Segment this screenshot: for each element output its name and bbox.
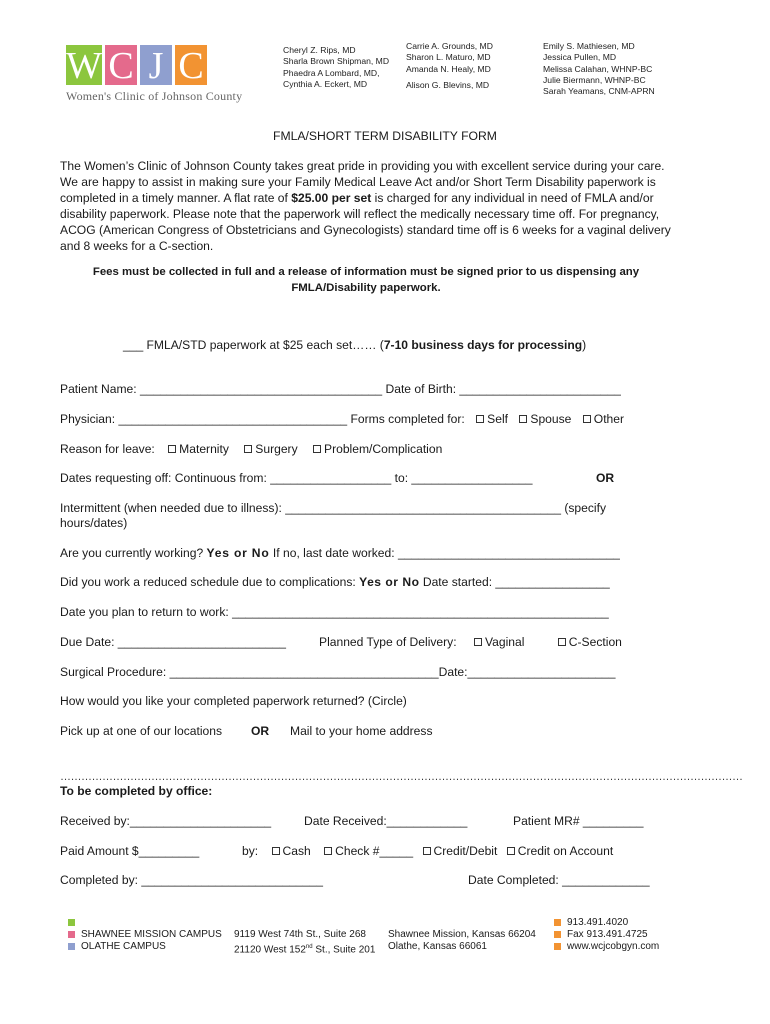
footer-addresses: 9119 West 74th St., Suite 268 21120 West 152nd St., Suite 201 bbox=[234, 929, 376, 956]
footer-campuses: SHAWNEE MISSION CAMPUS OLATHE CAMPUS bbox=[68, 917, 222, 953]
website-link: www.wcjcobgyn.com bbox=[567, 941, 660, 952]
logo-letter-c2: C bbox=[175, 45, 207, 85]
pink-square-icon bbox=[68, 931, 75, 938]
or-label: OR bbox=[596, 471, 615, 485]
forms-for-self[interactable]: Self bbox=[476, 412, 508, 426]
forms-for-spouse[interactable]: Spouse bbox=[519, 412, 571, 426]
delivery-vaginal[interactable]: Vaginal bbox=[474, 635, 524, 649]
reason-for-leave: Reason for leave: Maternity Surgery Problem/Complication bbox=[60, 442, 443, 456]
fee-notice: Fees must be collected in full and a release of information must be signed prior to us dispensing any FMLA/Disability paperwork. bbox=[92, 266, 640, 294]
delivery-type: Planned Type of Delivery: Vaginal C-Section bbox=[319, 635, 622, 649]
checkbox-icon[interactable] bbox=[583, 415, 591, 423]
return-date-field[interactable]: Date you plan to return to work: ________________________________________________________ bbox=[60, 605, 609, 619]
checkbox-icon[interactable] bbox=[313, 445, 321, 453]
or-label-2: OR bbox=[251, 724, 270, 738]
patient-mr-field[interactable]: Patient MR# _________ bbox=[513, 814, 644, 828]
orange-square-icon bbox=[554, 943, 561, 950]
checkbox-icon[interactable] bbox=[476, 415, 484, 423]
checkbox-icon[interactable] bbox=[558, 638, 566, 646]
reduced-schedule-question[interactable]: Did you work a reduced schedule due to complications: Yes or No Date started: _________________ bbox=[60, 575, 610, 589]
checkbox-icon[interactable] bbox=[507, 847, 515, 855]
clinic-logo bbox=[66, 45, 242, 104]
reason-surgery[interactable]: Surgery bbox=[244, 442, 297, 456]
flat-rate: $25.00 per set bbox=[291, 191, 372, 205]
surgical-procedure-field[interactable]: Surgical Procedure: ________________________________________Date:______________________ bbox=[60, 665, 616, 679]
logo-letter-j: J bbox=[140, 45, 172, 85]
logo-subtitle: Women's Clinic of Johnson County bbox=[66, 89, 243, 103]
physician-field[interactable]: Physician: __________________________________ Forms completed for: Self Spouse Other bbox=[60, 412, 625, 426]
date-completed-field[interactable]: Date Completed: _____________ bbox=[468, 873, 650, 887]
reason-problem[interactable]: Problem/Complication bbox=[313, 442, 442, 456]
reason-maternity[interactable]: Maternity bbox=[168, 442, 229, 456]
intro-paragraph: The Women’s Clinic of Johnson County takes great pride in providing you with excellent service during your care. We are happy to assist in making sure your Family Medical Leave Act and/or Short Term Disability paperwork is completed in a timely manner. A flat rate of $25.00 per set is charged for any individual in need of FMLA and/or disability paperwork. Please note that the paperwork will reflect the medically necessary time off. For pregnancy, ACOG (American Congress of Obstetricians and Gynecologists) standard time off is 6 weeks for a vaginal delivery and 8 weeks for a C-section. bbox=[60, 159, 671, 253]
divider: …………………………………………………………………………………………………………………………………………………………………………… bbox=[60, 771, 743, 783]
pay-credit-account[interactable]: Credit on Account bbox=[507, 844, 613, 858]
logo-letter-w: W bbox=[66, 45, 102, 87]
due-date-field[interactable]: Due Date: _________________________ bbox=[60, 635, 286, 649]
phone: 913.491.4020 bbox=[567, 917, 629, 928]
pay-credit-debit[interactable]: Credit/Debit bbox=[423, 844, 498, 858]
fee-line[interactable]: ___ FMLA/STD paperwork at $25 each set…… (7-10 business days for processing) bbox=[123, 338, 587, 352]
pay-check[interactable]: Check #_____ bbox=[324, 844, 413, 858]
form-title: FMLA/SHORT TERM DISABILITY FORM bbox=[273, 129, 497, 143]
working-question[interactable]: Are you currently working? Yes or No If no, last date worked: _________________________________ bbox=[60, 546, 620, 560]
dates-off-field[interactable]: Dates requesting off: Continuous from: __________________ to: __________________ bbox=[60, 471, 533, 485]
pickup-option[interactable]: Pick up at one of our locations bbox=[60, 724, 223, 738]
checkbox-icon[interactable] bbox=[324, 847, 332, 855]
orange-square-icon bbox=[554, 919, 561, 926]
footer-contact bbox=[554, 917, 659, 953]
staff-column-2: Carrie A. Grounds, MD Sharon L. Maturo, MD Amanda N. Healy, MD Alison G. Blevins, MD bbox=[406, 41, 493, 90]
checkbox-icon[interactable] bbox=[519, 415, 527, 423]
intermittent-field[interactable]: Intermittent (when needed due to illness): _________________________________________ (specify bbox=[60, 501, 606, 515]
staff-column-1: Cheryl Z. Rips, MD Sharla Brown Shipman, MD Phaedra A Lombard, MD, Cynthia A. Eckert, MD bbox=[283, 45, 390, 89]
staff-column-3: Emily S. Mathiesen, MD Jessica Pullen, MD Melissa Calahan, WHNP-BC Julie Biermann, WHNP-BC Sarah Yeamans, CNM-APRN bbox=[543, 41, 655, 97]
return-method-question: How would you like your completed paperwork returned? (Circle) bbox=[60, 694, 407, 708]
paid-amount-field[interactable]: Paid Amount $_________ bbox=[60, 844, 200, 858]
checkbox-icon[interactable] bbox=[168, 445, 176, 453]
footer-cities: Shawnee Mission, Kansas 66204 Olathe, Kansas 66061 bbox=[388, 929, 536, 952]
completed-by-field[interactable]: Completed by: ___________________________ bbox=[60, 873, 323, 887]
patient-name-field[interactable]: Patient Name: ____________________________________ Date of Birth: ________________________ bbox=[60, 382, 621, 396]
office-section-title: To be completed by office: bbox=[60, 784, 213, 798]
date-received-field[interactable]: Date Received:____________ bbox=[304, 814, 468, 828]
logo-letter-c: C bbox=[105, 45, 137, 85]
blue-square-icon bbox=[68, 943, 75, 950]
green-square-icon bbox=[68, 919, 75, 926]
checkbox-icon[interactable] bbox=[423, 847, 431, 855]
checkbox-icon[interactable] bbox=[474, 638, 482, 646]
payment-methods: by: Cash Check #_____ Credit/Debit Credit on Account bbox=[242, 844, 614, 858]
pay-cash[interactable]: Cash bbox=[272, 844, 311, 858]
forms-for-other[interactable]: Other bbox=[583, 412, 624, 426]
fax: Fax 913.491.4725 bbox=[567, 929, 648, 940]
received-by-field[interactable]: Received by:_____________________ bbox=[60, 814, 272, 828]
intermittent-field-cont: hours/dates) bbox=[60, 516, 128, 530]
mail-option[interactable]: Mail to your home address bbox=[290, 724, 433, 738]
checkbox-icon[interactable] bbox=[272, 847, 280, 855]
orange-square-icon bbox=[554, 931, 561, 938]
checkbox-icon[interactable] bbox=[244, 445, 252, 453]
delivery-csection[interactable]: C-Section bbox=[558, 635, 622, 649]
